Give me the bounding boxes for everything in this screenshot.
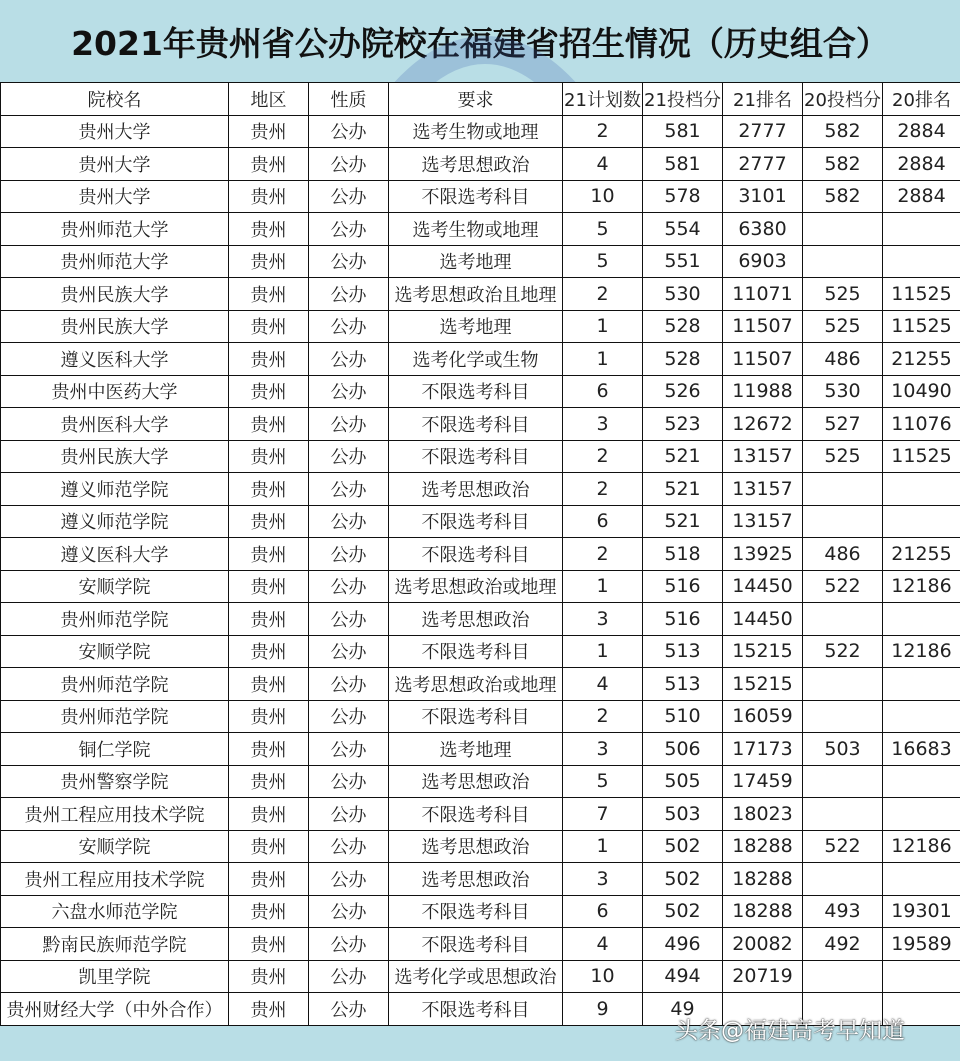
cell-score-2021: 530: [643, 278, 723, 311]
cell-region: 贵州: [229, 570, 309, 603]
table-row: [1, 863, 960, 896]
header-plan-2021: 21计划数: [563, 83, 643, 116]
table-row: [1, 570, 960, 603]
cell-requirement: 选考生物或地理: [389, 115, 563, 148]
cell-score-2020: [803, 700, 883, 733]
header-rank-2021: 21排名: [723, 83, 803, 116]
cell-school: 贵州师范大学: [1, 213, 229, 246]
page-title: 2021年贵州省公办院校在福建省招生情况（历史组合）: [71, 23, 889, 63]
cell-score-2021: 578: [643, 180, 723, 213]
cell-requirement: 选考化学或思想政治: [389, 960, 563, 993]
cell-type: 公办: [309, 668, 389, 701]
cell-school: 贵州师范学院: [1, 668, 229, 701]
cell-school: 凯里学院: [1, 960, 229, 993]
cell-requirement: 不限选考科目: [389, 375, 563, 408]
cell-region: 贵州: [229, 343, 309, 376]
cell-plan-2021: 9: [563, 993, 643, 1026]
cell-score-2020: [803, 213, 883, 246]
cell-plan-2021: 10: [563, 180, 643, 213]
cell-school: 铜仁学院: [1, 733, 229, 766]
cell-score-2020: 522: [803, 635, 883, 668]
cell-plan-2021: 2: [563, 115, 643, 148]
cell-school: 贵州中医药大学: [1, 375, 229, 408]
cell-plan-2021: 3: [563, 733, 643, 766]
cell-requirement: 选考思想政治: [389, 603, 563, 636]
cell-type: 公办: [309, 830, 389, 863]
cell-region: 贵州: [229, 863, 309, 896]
cell-plan-2021: 1: [563, 635, 643, 668]
cell-rank-2020: 11525: [883, 310, 960, 343]
cell-requirement: 选考思想政治且地理: [389, 278, 563, 311]
cell-rank-2021: 14450: [723, 603, 803, 636]
table-row: [1, 278, 960, 311]
cell-rank-2020: [883, 960, 960, 993]
cell-score-2020: 525: [803, 310, 883, 343]
cell-plan-2021: 10: [563, 960, 643, 993]
cell-school: 贵州工程应用技术学院: [1, 863, 229, 896]
table-row: [1, 505, 960, 538]
cell-plan-2021: 6: [563, 375, 643, 408]
cell-school: 遵义医科大学: [1, 343, 229, 376]
cell-score-2020: 493: [803, 895, 883, 928]
cell-score-2020: [803, 863, 883, 896]
cell-score-2020: [803, 505, 883, 538]
cell-region: 贵州: [229, 148, 309, 181]
cell-plan-2021: 1: [563, 343, 643, 376]
header-type: 性质: [309, 83, 389, 116]
cell-rank-2021: 17173: [723, 733, 803, 766]
table-row: [1, 603, 960, 636]
cell-score-2021: 513: [643, 668, 723, 701]
cell-score-2021: 581: [643, 148, 723, 181]
cell-rank-2021: 15215: [723, 635, 803, 668]
table-row: [1, 180, 960, 213]
cell-rank-2020: 21255: [883, 343, 960, 376]
cell-score-2020: 486: [803, 343, 883, 376]
cell-region: 贵州: [229, 635, 309, 668]
table-row: [1, 148, 960, 181]
cell-region: 贵州: [229, 603, 309, 636]
cell-plan-2021: 6: [563, 505, 643, 538]
cell-requirement: 选考思想政治: [389, 863, 563, 896]
cell-requirement: 选考思想政治: [389, 830, 563, 863]
cell-plan-2021: 7: [563, 798, 643, 831]
cell-rank-2021: 17459: [723, 765, 803, 798]
cell-score-2021: 581: [643, 115, 723, 148]
cell-type: 公办: [309, 733, 389, 766]
cell-requirement: 不限选考科目: [389, 798, 563, 831]
cell-plan-2021: 2: [563, 278, 643, 311]
cell-rank-2020: 21255: [883, 538, 960, 571]
cell-rank-2021: 13157: [723, 440, 803, 473]
cell-score-2021: 554: [643, 213, 723, 246]
cell-rank-2021: 12672: [723, 408, 803, 441]
cell-score-2021: 551: [643, 245, 723, 278]
title-banner: [0, 0, 960, 82]
cell-type: 公办: [309, 538, 389, 571]
cell-score-2020: 486: [803, 538, 883, 571]
cell-score-2020: [803, 473, 883, 506]
cell-region: 贵州: [229, 505, 309, 538]
cell-rank-2021: 2777: [723, 148, 803, 181]
cell-region: 贵州: [229, 668, 309, 701]
cell-score-2021: 521: [643, 473, 723, 506]
cell-type: 公办: [309, 960, 389, 993]
cell-type: 公办: [309, 603, 389, 636]
cell-region: 贵州: [229, 180, 309, 213]
cell-type: 公办: [309, 180, 389, 213]
cell-plan-2021: 5: [563, 213, 643, 246]
cell-score-2021: 518: [643, 538, 723, 571]
cell-type: 公办: [309, 343, 389, 376]
cell-score-2020: 522: [803, 570, 883, 603]
cell-plan-2021: 3: [563, 603, 643, 636]
cell-type: 公办: [309, 148, 389, 181]
cell-score-2021: 505: [643, 765, 723, 798]
cell-type: 公办: [309, 895, 389, 928]
cell-region: 贵州: [229, 895, 309, 928]
admission-table: [0, 82, 960, 1026]
source-credit: 头条@福建高考早知道: [675, 1018, 905, 1044]
cell-requirement: 不限选考科目: [389, 440, 563, 473]
cell-plan-2021: 4: [563, 928, 643, 961]
cell-requirement: 不限选考科目: [389, 635, 563, 668]
table-header-row: [1, 83, 960, 116]
cell-rank-2021: 11071: [723, 278, 803, 311]
cell-requirement: 选考生物或地理: [389, 213, 563, 246]
cell-rank-2020: [883, 798, 960, 831]
header-score-2021: 21投档分: [643, 83, 723, 116]
admission-table-container: [0, 82, 960, 1026]
cell-rank-2020: 2884: [883, 115, 960, 148]
cell-region: 贵州: [229, 538, 309, 571]
cell-region: 贵州: [229, 830, 309, 863]
cell-region: 贵州: [229, 960, 309, 993]
cell-plan-2021: 6: [563, 895, 643, 928]
cell-rank-2021: 11507: [723, 343, 803, 376]
cell-school: 贵州大学: [1, 148, 229, 181]
cell-type: 公办: [309, 115, 389, 148]
cell-region: 贵州: [229, 928, 309, 961]
cell-region: 贵州: [229, 310, 309, 343]
header-score-2020: 20投档分: [803, 83, 883, 116]
cell-rank-2020: 11525: [883, 440, 960, 473]
cell-school: 安顺学院: [1, 635, 229, 668]
cell-score-2020: 582: [803, 115, 883, 148]
cell-plan-2021: 3: [563, 408, 643, 441]
cell-requirement: 不限选考科目: [389, 538, 563, 571]
cell-rank-2021: 18288: [723, 895, 803, 928]
cell-score-2020: [803, 603, 883, 636]
cell-score-2020: 582: [803, 148, 883, 181]
cell-type: 公办: [309, 570, 389, 603]
cell-requirement: 不限选考科目: [389, 180, 563, 213]
table-row: [1, 115, 960, 148]
header-school: 院校名: [1, 83, 229, 116]
cell-type: 公办: [309, 440, 389, 473]
cell-school: 贵州民族大学: [1, 440, 229, 473]
cell-region: 贵州: [229, 375, 309, 408]
table-body: [1, 115, 960, 1025]
cell-plan-2021: 1: [563, 570, 643, 603]
cell-rank-2020: [883, 700, 960, 733]
cell-type: 公办: [309, 798, 389, 831]
cell-region: 贵州: [229, 213, 309, 246]
cell-score-2020: [803, 960, 883, 993]
cell-rank-2020: 12186: [883, 570, 960, 603]
cell-rank-2020: 10490: [883, 375, 960, 408]
cell-type: 公办: [309, 928, 389, 961]
cell-region: 贵州: [229, 115, 309, 148]
cell-score-2021: 510: [643, 700, 723, 733]
cell-requirement: 选考思想政治或地理: [389, 570, 563, 603]
cell-type: 公办: [309, 375, 389, 408]
table-row: [1, 245, 960, 278]
cell-plan-2021: 2: [563, 538, 643, 571]
cell-school: 贵州大学: [1, 180, 229, 213]
cell-school: 贵州医科大学: [1, 408, 229, 441]
cell-type: 公办: [309, 765, 389, 798]
cell-score-2021: 496: [643, 928, 723, 961]
cell-rank-2020: 16683: [883, 733, 960, 766]
cell-score-2021: 502: [643, 830, 723, 863]
cell-rank-2020: [883, 213, 960, 246]
table-row: [1, 375, 960, 408]
cell-type: 公办: [309, 635, 389, 668]
cell-rank-2020: 2884: [883, 148, 960, 181]
cell-school: 贵州工程应用技术学院: [1, 798, 229, 831]
cell-school: 贵州师范学院: [1, 700, 229, 733]
cell-score-2020: 522: [803, 830, 883, 863]
cell-score-2021: 49: [643, 993, 723, 1026]
cell-rank-2020: 11525: [883, 278, 960, 311]
cell-plan-2021: 2: [563, 473, 643, 506]
cell-score-2020: 492: [803, 928, 883, 961]
table-row: [1, 343, 960, 376]
cell-school: 贵州民族大学: [1, 278, 229, 311]
cell-rank-2020: 2884: [883, 180, 960, 213]
cell-requirement: 不限选考科目: [389, 700, 563, 733]
cell-plan-2021: 5: [563, 245, 643, 278]
cell-school: 贵州警察学院: [1, 765, 229, 798]
cell-rank-2021: 6380: [723, 213, 803, 246]
cell-rank-2021: 13925: [723, 538, 803, 571]
cell-rank-2021: 14450: [723, 570, 803, 603]
table-row: [1, 733, 960, 766]
cell-requirement: 不限选考科目: [389, 928, 563, 961]
table-row: [1, 635, 960, 668]
cell-rank-2021: 2777: [723, 115, 803, 148]
cell-rank-2020: [883, 765, 960, 798]
cell-type: 公办: [309, 278, 389, 311]
cell-rank-2021: 18023: [723, 798, 803, 831]
table-row: [1, 440, 960, 473]
cell-score-2021: 528: [643, 310, 723, 343]
cell-requirement: 不限选考科目: [389, 408, 563, 441]
cell-region: 贵州: [229, 278, 309, 311]
cell-score-2021: 521: [643, 505, 723, 538]
cell-rank-2021: 20082: [723, 928, 803, 961]
cell-school: 安顺学院: [1, 570, 229, 603]
cell-school: 贵州财经大学（中外合作）: [1, 993, 229, 1026]
cell-score-2021: 503: [643, 798, 723, 831]
cell-score-2021: 506: [643, 733, 723, 766]
cell-school: 安顺学院: [1, 830, 229, 863]
cell-rank-2020: 12186: [883, 635, 960, 668]
cell-requirement: 选考化学或生物: [389, 343, 563, 376]
cell-school: 六盘水师范学院: [1, 895, 229, 928]
table-row: [1, 668, 960, 701]
cell-score-2021: 494: [643, 960, 723, 993]
cell-rank-2020: [883, 245, 960, 278]
table-row: [1, 895, 960, 928]
cell-score-2020: [803, 245, 883, 278]
cell-rank-2021: 3101: [723, 180, 803, 213]
cell-type: 公办: [309, 993, 389, 1026]
cell-requirement: 不限选考科目: [389, 505, 563, 538]
table-row: [1, 700, 960, 733]
cell-score-2021: 502: [643, 895, 723, 928]
cell-score-2020: [803, 668, 883, 701]
cell-score-2021: 502: [643, 863, 723, 896]
cell-school: 贵州师范学院: [1, 603, 229, 636]
cell-region: 贵州: [229, 700, 309, 733]
cell-school: 贵州师范大学: [1, 245, 229, 278]
cell-rank-2021: 13157: [723, 473, 803, 506]
header-requirement: 要求: [389, 83, 563, 116]
table-row: [1, 538, 960, 571]
cell-type: 公办: [309, 863, 389, 896]
table-row: [1, 960, 960, 993]
cell-score-2021: 516: [643, 570, 723, 603]
cell-rank-2020: 11076: [883, 408, 960, 441]
cell-score-2020: 525: [803, 440, 883, 473]
cell-rank-2020: [883, 473, 960, 506]
cell-rank-2020: 19589: [883, 928, 960, 961]
cell-plan-2021: 5: [563, 765, 643, 798]
table-row: [1, 765, 960, 798]
cell-school: 遵义师范学院: [1, 473, 229, 506]
cell-score-2021: 513: [643, 635, 723, 668]
table-row: [1, 928, 960, 961]
cell-type: 公办: [309, 505, 389, 538]
cell-school: 黔南民族师范学院: [1, 928, 229, 961]
cell-rank-2021: 18288: [723, 863, 803, 896]
cell-rank-2021: 11988: [723, 375, 803, 408]
cell-type: 公办: [309, 213, 389, 246]
cell-region: 贵州: [229, 993, 309, 1026]
cell-rank-2021: 11507: [723, 310, 803, 343]
cell-rank-2020: [883, 603, 960, 636]
cell-rank-2021: 16059: [723, 700, 803, 733]
cell-plan-2021: 2: [563, 700, 643, 733]
cell-score-2021: 516: [643, 603, 723, 636]
cell-region: 贵州: [229, 440, 309, 473]
cell-requirement: 选考思想政治: [389, 148, 563, 181]
cell-requirement: 选考思想政治: [389, 765, 563, 798]
cell-score-2020: [803, 798, 883, 831]
cell-requirement: 不限选考科目: [389, 895, 563, 928]
table-row: [1, 310, 960, 343]
cell-plan-2021: 4: [563, 148, 643, 181]
table-row: [1, 473, 960, 506]
cell-rank-2021: 18288: [723, 830, 803, 863]
cell-score-2021: 521: [643, 440, 723, 473]
cell-requirement: 不限选考科目: [389, 993, 563, 1026]
cell-rank-2021: 6903: [723, 245, 803, 278]
cell-plan-2021: 1: [563, 310, 643, 343]
cell-score-2020: 582: [803, 180, 883, 213]
cell-score-2021: 528: [643, 343, 723, 376]
cell-region: 贵州: [229, 765, 309, 798]
cell-score-2020: [803, 765, 883, 798]
cell-plan-2021: 4: [563, 668, 643, 701]
cell-type: 公办: [309, 700, 389, 733]
cell-rank-2021: 13157: [723, 505, 803, 538]
cell-score-2020: 527: [803, 408, 883, 441]
cell-score-2021: 526: [643, 375, 723, 408]
cell-region: 贵州: [229, 473, 309, 506]
cell-rank-2021: 15215: [723, 668, 803, 701]
cell-school: 贵州民族大学: [1, 310, 229, 343]
cell-rank-2020: [883, 863, 960, 896]
cell-rank-2021: 20719: [723, 960, 803, 993]
table-row: [1, 830, 960, 863]
header-region: 地区: [229, 83, 309, 116]
table-row: [1, 213, 960, 246]
cell-requirement: 选考思想政治或地理: [389, 668, 563, 701]
cell-region: 贵州: [229, 245, 309, 278]
cell-score-2021: 523: [643, 408, 723, 441]
cell-requirement: 选考地理: [389, 245, 563, 278]
cell-rank-2020: [883, 505, 960, 538]
cell-requirement: 选考地理: [389, 733, 563, 766]
cell-school: 遵义师范学院: [1, 505, 229, 538]
cell-plan-2021: 1: [563, 830, 643, 863]
table-row: [1, 408, 960, 441]
cell-rank-2020: 12186: [883, 830, 960, 863]
cell-requirement: 选考地理: [389, 310, 563, 343]
cell-region: 贵州: [229, 408, 309, 441]
cell-school: 遵义医科大学: [1, 538, 229, 571]
cell-type: 公办: [309, 245, 389, 278]
cell-region: 贵州: [229, 733, 309, 766]
header-rank-2020: 20排名: [883, 83, 960, 116]
cell-school: 贵州大学: [1, 115, 229, 148]
cell-type: 公办: [309, 310, 389, 343]
cell-rank-2020: 19301: [883, 895, 960, 928]
cell-type: 公办: [309, 473, 389, 506]
table-row: [1, 798, 960, 831]
cell-requirement: 选考思想政治: [389, 473, 563, 506]
cell-score-2020: 530: [803, 375, 883, 408]
cell-region: 贵州: [229, 798, 309, 831]
cell-score-2020: 503: [803, 733, 883, 766]
cell-plan-2021: 3: [563, 863, 643, 896]
cell-type: 公办: [309, 408, 389, 441]
cell-score-2020: 525: [803, 278, 883, 311]
cell-rank-2020: [883, 668, 960, 701]
cell-plan-2021: 2: [563, 440, 643, 473]
